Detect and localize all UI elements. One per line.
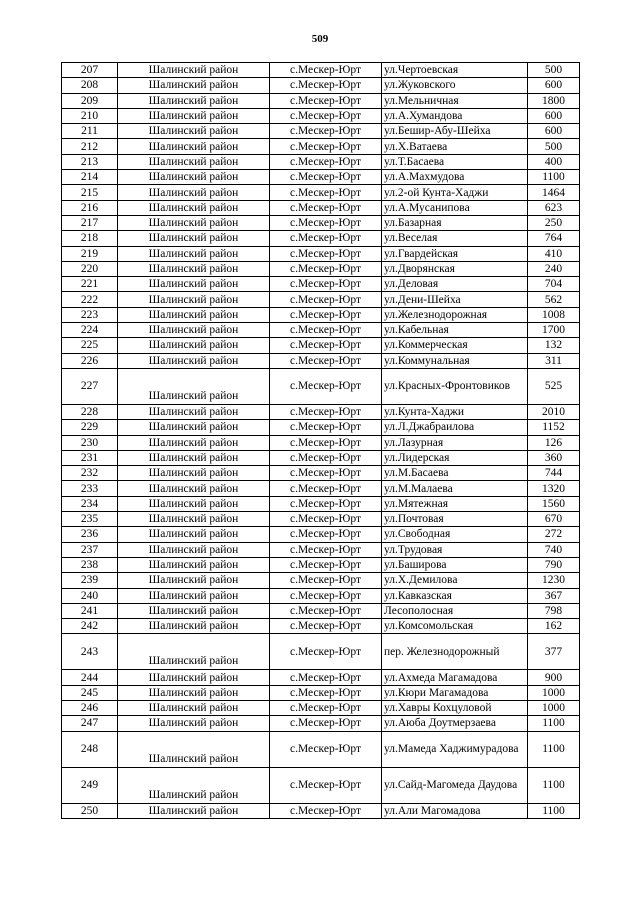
row-number-cell: 227: [62, 368, 118, 404]
street-cell: ул.Коммерческая: [382, 338, 528, 353]
street-cell: ул.Жуковского: [382, 78, 528, 93]
street-cell: ул.Л.Джабраилова: [382, 420, 528, 435]
street-cell: пер. Железнодорожный: [382, 634, 528, 670]
village-cell: с.Мескер-Юрт: [270, 512, 382, 527]
village-cell: с.Мескер-Юрт: [270, 573, 382, 588]
value-cell: 764: [528, 231, 580, 246]
district-cell: Шалинский район: [118, 670, 270, 685]
district-cell: Шалинский район: [118, 731, 270, 767]
street-cell: ул.Мятежная: [382, 496, 528, 511]
village-cell: с.Мескер-Юрт: [270, 527, 382, 542]
district-cell: Шалинский район: [118, 603, 270, 618]
row-number-cell: 241: [62, 603, 118, 618]
page-number: 509: [311, 33, 329, 45]
district-cell: Шалинский район: [118, 466, 270, 481]
village-cell: с.Мескер-Юрт: [270, 170, 382, 185]
table-row: [62, 619, 580, 634]
value-cell: 1100: [528, 803, 580, 818]
street-cell: ул.Железнодорожная: [382, 307, 528, 322]
street-cell: ул.Сайд-Магомеда Даудова: [382, 767, 528, 803]
row-number-cell: 225: [62, 338, 118, 353]
table-row: [62, 670, 580, 685]
street-cell: ул.А.Махмудова: [382, 170, 528, 185]
district-cell: Шалинский район: [118, 435, 270, 450]
row-number-cell: 244: [62, 670, 118, 685]
table-row: [62, 368, 580, 404]
street-cell: ул.Ахмеда Магамадова: [382, 670, 528, 685]
value-cell: 250: [528, 215, 580, 230]
district-cell: Шалинский район: [118, 619, 270, 634]
district-cell: Шалинский район: [118, 154, 270, 169]
street-cell: ул.Лазурная: [382, 435, 528, 450]
village-cell: с.Мескер-Юрт: [270, 108, 382, 123]
table-row: [62, 277, 580, 292]
district-cell: Шалинский район: [118, 307, 270, 322]
value-cell: 1560: [528, 496, 580, 511]
village-cell: с.Мескер-Юрт: [270, 481, 382, 496]
village-cell: с.Мескер-Юрт: [270, 63, 382, 78]
value-cell: 1100: [528, 170, 580, 185]
district-cell: Шалинский район: [118, 803, 270, 818]
value-cell: 500: [528, 63, 580, 78]
value-cell: 500: [528, 139, 580, 154]
value-cell: 740: [528, 542, 580, 557]
row-number-cell: 219: [62, 246, 118, 261]
row-number-cell: 209: [62, 93, 118, 108]
street-cell: ул.Чертоевская: [382, 63, 528, 78]
street-cell: ул.Деловая: [382, 277, 528, 292]
village-cell: с.Мескер-Юрт: [270, 368, 382, 404]
table-row: [62, 803, 580, 818]
table-row: [62, 634, 580, 670]
table-row: [62, 685, 580, 700]
street-cell: ул.Кабельная: [382, 323, 528, 338]
street-cell: ул.М.Малаева: [382, 481, 528, 496]
row-number-cell: 229: [62, 420, 118, 435]
street-cell: ул.Красных-Фронтовиков: [382, 368, 528, 404]
row-number-cell: 232: [62, 466, 118, 481]
village-cell: с.Мескер-Юрт: [270, 700, 382, 715]
row-number-cell: 249: [62, 767, 118, 803]
table-row: [62, 588, 580, 603]
value-cell: 670: [528, 512, 580, 527]
district-cell: Шалинский район: [118, 404, 270, 419]
district-cell: Шалинский район: [118, 634, 270, 670]
village-cell: с.Мескер-Юрт: [270, 124, 382, 139]
value-cell: 600: [528, 108, 580, 123]
row-number-cell: 233: [62, 481, 118, 496]
row-number-cell: 224: [62, 323, 118, 338]
table-row: [62, 527, 580, 542]
district-cell: Шалинский район: [118, 542, 270, 557]
table-row: [62, 353, 580, 368]
row-number-cell: 236: [62, 527, 118, 542]
table-row: [62, 731, 580, 767]
row-number-cell: 245: [62, 685, 118, 700]
table-row: [62, 139, 580, 154]
row-number-cell: 207: [62, 63, 118, 78]
village-cell: с.Мескер-Юрт: [270, 292, 382, 307]
row-number-cell: 243: [62, 634, 118, 670]
table-row: [62, 215, 580, 230]
row-number-cell: 237: [62, 542, 118, 557]
street-cell: ул.Кюри Магамадова: [382, 685, 528, 700]
village-cell: с.Мескер-Юрт: [270, 277, 382, 292]
village-cell: с.Мескер-Юрт: [270, 767, 382, 803]
street-cell: ул.Аюба Доутмерзаева: [382, 716, 528, 731]
row-number-cell: 231: [62, 450, 118, 465]
street-cell: ул.Дворянская: [382, 261, 528, 276]
value-cell: 1100: [528, 716, 580, 731]
row-number-cell: 217: [62, 215, 118, 230]
row-number-cell: 246: [62, 700, 118, 715]
village-cell: с.Мескер-Юрт: [270, 420, 382, 435]
village-cell: с.Мескер-Юрт: [270, 557, 382, 572]
district-cell: Шалинский район: [118, 246, 270, 261]
street-cell: ул.М.Басаева: [382, 466, 528, 481]
village-cell: с.Мескер-Юрт: [270, 634, 382, 670]
value-cell: 790: [528, 557, 580, 572]
street-cell: ул.Х.Демилова: [382, 573, 528, 588]
district-cell: Шалинский район: [118, 185, 270, 200]
row-number-cell: 235: [62, 512, 118, 527]
value-cell: 377: [528, 634, 580, 670]
street-cell: ул.Мельничная: [382, 93, 528, 108]
table-row: [62, 542, 580, 557]
district-cell: Шалинский район: [118, 215, 270, 230]
village-cell: с.Мескер-Юрт: [270, 450, 382, 465]
village-cell: с.Мескер-Юрт: [270, 185, 382, 200]
row-number-cell: 212: [62, 139, 118, 154]
street-cell: ул.А.Мусанипова: [382, 200, 528, 215]
district-cell: Шалинский район: [118, 481, 270, 496]
district-cell: Шалинский район: [118, 700, 270, 715]
village-cell: с.Мескер-Юрт: [270, 619, 382, 634]
value-cell: 1100: [528, 731, 580, 767]
value-cell: 360: [528, 450, 580, 465]
table-row: [62, 700, 580, 715]
district-cell: Шалинский район: [118, 512, 270, 527]
village-cell: с.Мескер-Юрт: [270, 93, 382, 108]
street-cell: Лесополосная: [382, 603, 528, 618]
district-cell: Шалинский район: [118, 496, 270, 511]
value-cell: 367: [528, 588, 580, 603]
street-cell: ул.Кунта-Хаджи: [382, 404, 528, 419]
value-cell: 798: [528, 603, 580, 618]
street-cell: ул.Почтовая: [382, 512, 528, 527]
district-cell: Шалинский район: [118, 108, 270, 123]
street-cell: ул.Али Магомадова: [382, 803, 528, 818]
district-cell: Шалинский район: [118, 573, 270, 588]
street-cell: ул.Дени-Шейха: [382, 292, 528, 307]
district-cell: Шалинский район: [118, 420, 270, 435]
row-number-cell: 248: [62, 731, 118, 767]
village-cell: с.Мескер-Юрт: [270, 78, 382, 93]
table-row: [62, 716, 580, 731]
village-cell: с.Мескер-Юрт: [270, 307, 382, 322]
village-cell: с.Мескер-Юрт: [270, 466, 382, 481]
table-row: [62, 323, 580, 338]
street-cell: ул.Коммунальная: [382, 353, 528, 368]
village-cell: с.Мескер-Юрт: [270, 139, 382, 154]
row-number-cell: 226: [62, 353, 118, 368]
village-cell: с.Мескер-Юрт: [270, 603, 382, 618]
district-cell: Шалинский район: [118, 338, 270, 353]
district-cell: Шалинский район: [118, 261, 270, 276]
village-cell: с.Мескер-Юрт: [270, 731, 382, 767]
district-cell: Шалинский район: [118, 93, 270, 108]
row-number-cell: 238: [62, 557, 118, 572]
row-number-cell: 240: [62, 588, 118, 603]
street-cell: ул.Базарная: [382, 215, 528, 230]
value-cell: 1000: [528, 685, 580, 700]
row-number-cell: 250: [62, 803, 118, 818]
table-row: [62, 246, 580, 261]
district-cell: Шалинский район: [118, 139, 270, 154]
row-number-cell: 222: [62, 292, 118, 307]
row-number-cell: 228: [62, 404, 118, 419]
district-cell: Шалинский район: [118, 588, 270, 603]
value-cell: 525: [528, 368, 580, 404]
district-cell: Шалинский район: [118, 557, 270, 572]
row-number-cell: 221: [62, 277, 118, 292]
village-cell: с.Мескер-Юрт: [270, 246, 382, 261]
village-cell: с.Мескер-Юрт: [270, 154, 382, 169]
street-cell: ул.Т.Басаева: [382, 154, 528, 169]
value-cell: 1464: [528, 185, 580, 200]
row-number-cell: 213: [62, 154, 118, 169]
value-cell: 744: [528, 466, 580, 481]
district-cell: Шалинский район: [118, 200, 270, 215]
table-row: [62, 124, 580, 139]
district-cell: Шалинский район: [118, 716, 270, 731]
district-cell: Шалинский район: [118, 685, 270, 700]
value-cell: 1008: [528, 307, 580, 322]
value-cell: 2010: [528, 404, 580, 419]
table-row: [62, 78, 580, 93]
street-cell: ул.Мамеда Хаджимурадова: [382, 731, 528, 767]
row-number-cell: 211: [62, 124, 118, 139]
street-cell: ул.2-ой Кунта-Хаджи: [382, 185, 528, 200]
table-row: [62, 108, 580, 123]
row-number-cell: 242: [62, 619, 118, 634]
street-cell: ул.Лидерская: [382, 450, 528, 465]
value-cell: 1000: [528, 700, 580, 715]
value-cell: 1100: [528, 767, 580, 803]
row-number-cell: 223: [62, 307, 118, 322]
table-row: [62, 557, 580, 572]
village-cell: с.Мескер-Юрт: [270, 588, 382, 603]
district-cell: Шалинский район: [118, 277, 270, 292]
table-row: [62, 170, 580, 185]
village-cell: с.Мескер-Юрт: [270, 231, 382, 246]
village-cell: с.Мескер-Юрт: [270, 716, 382, 731]
village-cell: с.Мескер-Юрт: [270, 670, 382, 685]
street-register-table: [61, 62, 580, 819]
row-number-cell: 214: [62, 170, 118, 185]
village-cell: с.Мескер-Юрт: [270, 200, 382, 215]
value-cell: 1700: [528, 323, 580, 338]
table-row: [62, 200, 580, 215]
table-row: [62, 481, 580, 496]
street-cell: ул.Трудовая: [382, 542, 528, 557]
street-cell: ул.Баширова: [382, 557, 528, 572]
value-cell: 600: [528, 124, 580, 139]
village-cell: с.Мескер-Юрт: [270, 685, 382, 700]
village-cell: с.Мескер-Юрт: [270, 542, 382, 557]
value-cell: 1320: [528, 481, 580, 496]
value-cell: 311: [528, 353, 580, 368]
row-number-cell: 210: [62, 108, 118, 123]
street-cell: ул.А.Хумандова: [382, 108, 528, 123]
district-cell: Шалинский район: [118, 353, 270, 368]
street-cell: ул.Веселая: [382, 231, 528, 246]
village-cell: с.Мескер-Юрт: [270, 435, 382, 450]
value-cell: 162: [528, 619, 580, 634]
table-row: [62, 261, 580, 276]
row-number-cell: 220: [62, 261, 118, 276]
street-cell: ул.Свободная: [382, 527, 528, 542]
row-number-cell: 215: [62, 185, 118, 200]
village-cell: с.Мескер-Юрт: [270, 496, 382, 511]
value-cell: 126: [528, 435, 580, 450]
row-number-cell: 218: [62, 231, 118, 246]
table-row: [62, 603, 580, 618]
district-cell: Шалинский район: [118, 767, 270, 803]
table-row: [62, 420, 580, 435]
row-number-cell: 208: [62, 78, 118, 93]
value-cell: 132: [528, 338, 580, 353]
value-cell: 400: [528, 154, 580, 169]
table-row: [62, 767, 580, 803]
value-cell: 410: [528, 246, 580, 261]
district-cell: Шалинский район: [118, 231, 270, 246]
table-row: [62, 338, 580, 353]
table-row: [62, 404, 580, 419]
value-cell: 562: [528, 292, 580, 307]
district-cell: Шалинский район: [118, 63, 270, 78]
district-cell: Шалинский район: [118, 78, 270, 93]
value-cell: 1230: [528, 573, 580, 588]
table-row: [62, 63, 580, 78]
table-row: [62, 154, 580, 169]
value-cell: 600: [528, 78, 580, 93]
value-cell: 240: [528, 261, 580, 276]
table-body: [62, 63, 580, 819]
table-row: [62, 573, 580, 588]
row-number-cell: 247: [62, 716, 118, 731]
district-cell: Шалинский район: [118, 170, 270, 185]
table-row: [62, 292, 580, 307]
value-cell: 1152: [528, 420, 580, 435]
village-cell: с.Мескер-Юрт: [270, 215, 382, 230]
row-number-cell: 216: [62, 200, 118, 215]
value-cell: 900: [528, 670, 580, 685]
village-cell: с.Мескер-Юрт: [270, 338, 382, 353]
district-cell: Шалинский район: [118, 450, 270, 465]
table-row: [62, 185, 580, 200]
table-row: [62, 435, 580, 450]
district-cell: Шалинский район: [118, 292, 270, 307]
village-cell: с.Мескер-Юрт: [270, 323, 382, 338]
village-cell: с.Мескер-Юрт: [270, 803, 382, 818]
street-cell: ул.Х.Ватаева: [382, 139, 528, 154]
table-row: [62, 512, 580, 527]
table-row: [62, 93, 580, 108]
table-row: [62, 307, 580, 322]
table-row: [62, 496, 580, 511]
village-cell: с.Мескер-Юрт: [270, 404, 382, 419]
value-cell: 623: [528, 200, 580, 215]
row-number-cell: 239: [62, 573, 118, 588]
street-cell: ул.Гвардейская: [382, 246, 528, 261]
street-cell: ул.Хавры Кохцуловой: [382, 700, 528, 715]
row-number-cell: 234: [62, 496, 118, 511]
district-cell: Шалинский район: [118, 124, 270, 139]
village-cell: с.Мескер-Юрт: [270, 353, 382, 368]
value-cell: 272: [528, 527, 580, 542]
value-cell: 1800: [528, 93, 580, 108]
table-row: [62, 231, 580, 246]
street-cell: ул.Бешир-Абу-Шейха: [382, 124, 528, 139]
street-cell: ул.Кавказская: [382, 588, 528, 603]
table-row: [62, 450, 580, 465]
district-cell: Шалинский район: [118, 527, 270, 542]
street-cell: ул.Комсомольская: [382, 619, 528, 634]
value-cell: 704: [528, 277, 580, 292]
district-cell: Шалинский район: [118, 323, 270, 338]
row-number-cell: 230: [62, 435, 118, 450]
table-row: [62, 466, 580, 481]
village-cell: с.Мескер-Юрт: [270, 261, 382, 276]
district-cell: Шалинский район: [118, 368, 270, 404]
